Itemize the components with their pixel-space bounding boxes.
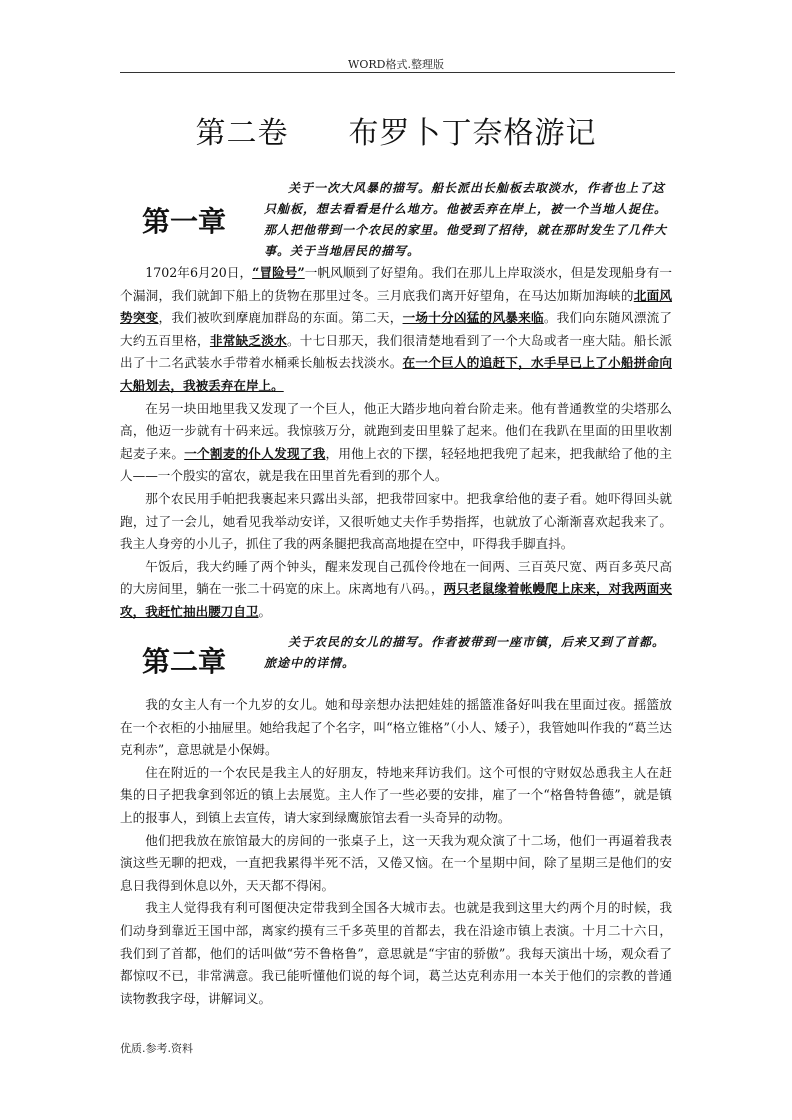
chapter-2-paragraph-4: 我主人觉得我有利可图便决定带我到全国各大城市去。也就是我到这里大约两个月的时候，我们动身到靠近王国中部，离家约摸有三千多英里的首都去，我在沿途市镇上表演。十月二十六日，我们到了首都，他们的话叫做“劳不鲁格鲁”，意思就是“宇宙的骄傲”。我每天演出十场，观众看了都惊叹不已，非常满意。我已能听懂他们说的每个词，葛兰达克利赤用一本关于他们的宗教的普通读物教我字母，讲解词义。 (120, 900, 672, 1006)
page-header: WORD格式.整理版 (348, 58, 444, 71)
chapter-2-paragraph-3: 他们把我放在旅馆最大的房间的一张桌子上，这一天我为观众演了十二场，他们一再逼着我表演这些无聊的把戏，一直把我累得半死不活，又倦又恼。在一个星期中间，除了星期三是他们的安息日我得到休息以外，天天都不得闲。 (120, 832, 672, 893)
chapter-1-body (120, 262, 672, 624)
chapter-1-paragraph-3: 那个农民用手帕把我裹起来只露出头部，把我带回家中。把我拿给他的妻子看。她吓得回头就跑，过了一会儿，她看见我举动安详，又很听她丈夫作手势指挥，也就放了心渐渐喜欢起我来了。我主人身旁的小儿子，抓住了我的两条腿把我高高地提在空中，吓得我手脚直抖。 (120, 490, 672, 552)
highlight-wind-change: 北面风势突变 (120, 287, 673, 326)
chapter-1-paragraph-4: 午饭后，我大约睡了两个钟头，醒来发现自己孤伶伶地在一间两、三百英尺宽、两百多英尺高的大房间里，躺在一张二十码宽的床上。床离地有八码。，两只老鼠缘着帐幔爬上床来，对我两面夹攻，我赶忙抽出腰刀自卫。 (120, 558, 673, 619)
chapter-2-paragraph-1: 我的女主人有一个九岁的女儿。她和母亲想办法把娃娃的摇篮准备好叫我在里面过夜。摇篮放在一个衣柜的小抽屉里。她给我起了个名字，叫“格立锥格”（小人、矮子），我管她叫作我的“葛兰达克利赤”，意思就是小保姆。 (120, 697, 672, 758)
highlight-water-shortage: 非常缺乏淡水 (209, 332, 287, 348)
chapter-2-summary: 关于农民的女儿的描写。作者被带到一座市镇，后来又到了首都。旅途中的详情。 (264, 635, 666, 670)
chapter-1-heading: 第一章 (142, 205, 227, 238)
chapter-1-paragraph-2: 在另一块田地里我又发现了一个巨人，他正大踏步地向着台阶走来。他有普通教堂的尖塔那么高，他迈一步就有十码来远。我惊骇万分，就跑到麦田里躲了起来。他们在我趴在里面的田里收割起麦子来。一个割麦的仆人发现了我，用他上衣的下摆，轻轻地把我兜了起来，把我献给了他的主人——一个殷实的富农，就是我在田里首先看到的那个人。 (120, 400, 673, 484)
highlight-discovered: 一个割麦的仆人发现了我 (184, 445, 326, 461)
chapter-1-summary: 关于一次大风暴的描写。船长派出长舢板去取淡水，作者也上了这只舢板，想去看看是什么地方。他被丢弃在岸上，被一个当地人捉住。那人把他带到一个农民的家里。他受到了招待，就在那时发生了几件大事。关于当地居民的描写。 (264, 181, 668, 258)
volume-number: 第二卷 (195, 116, 289, 151)
chapter-2-heading: 第二章 (142, 645, 227, 678)
volume-title (0, 108, 792, 152)
highlight-ship-name: “冒险号” (252, 265, 305, 280)
volume-name: 布罗卜丁奈格游记 (348, 116, 597, 151)
highlight-storm: 一场十分凶猛的风暴来临 (402, 310, 544, 326)
highlight-abandoned: 在一个巨人的追赶下，水手早已上了小船拼命向大船划去，我被丢弃在岸上。 (120, 355, 673, 393)
highlight-rats: 两只老鼠缘着帐幔爬上床来，对我两面夹攻，我赶忙抽出腰刀自卫 (120, 581, 673, 619)
page-footer: 优质.参考.资料 (120, 1042, 193, 1055)
chapter-1-paragraph-1: 1702年6月20日，“冒险号”一帆风顺到了好望角。我们在那儿上岸取淡水，但是发现船身有一个漏洞，我们就卸下船上的货物在那里过冬。三月底我们离开好望角，在马达加斯加海峡的北面风势突变，我们被吹到摩鹿加群岛的东面。第二天，一场十分凶猛的风暴来临。我们向东随风漂流了大约五百里格，非常缺乏淡水。十七日那天，我们很清楚地看到了一个大岛或者一座大陆。船长派出了十二名武装水手带着水桶乘长舢板去找淡水。在一个巨人的追赶下，水手早已上了小船拼命向大船划去，我被丢弃在岸上。 (120, 265, 673, 393)
chapter-2-paragraph-2: 住在附近的一个农民是我主人的好朋友，特地来拜访我们。这个可恨的守财奴怂恿我主人在赶集的日子把我拿到邻近的镇上去展览。主人作了一些必要的安排，雇了一个“格鲁特鲁德”，就是镇上的报事人，到镇上去宣传，请大家到绿鹰旅馆去看一头奇异的动物。 (120, 764, 672, 825)
header-divider (120, 72, 675, 73)
chapter-2-body (120, 694, 672, 1010)
